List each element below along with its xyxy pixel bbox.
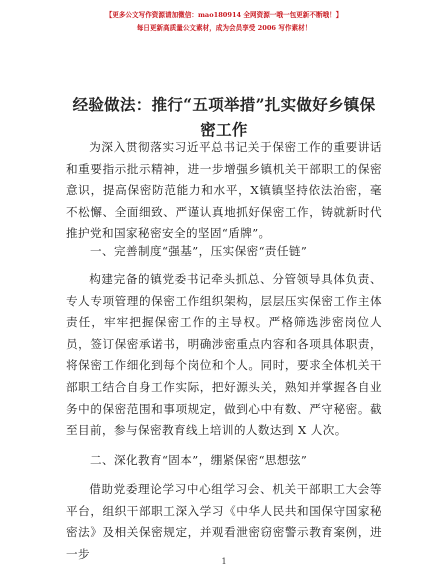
intro-paragraph: 为深入贯彻落实习近平总书记关于保密工作的重要讲话和重要指示批示精神，进一步增强乡镇机关干部职工的保密意识，提高保密防范能力和水平，X镇镇坚持依法治密，毫不松懈、全面细致、严谨认真地抓好保密工作，铸就新时代推护党和国家秘密安全的坚固“盾牌”。: [66, 140, 382, 241]
section1-heading: 一、完善制度“强基”，压实保密“责任链”: [90, 244, 308, 258]
document-title-line1: 经验做法：推行“五项举措”扎实做好乡镇保: [72, 95, 376, 114]
document-title-line2: 密工作: [200, 120, 248, 139]
section2-paragraph: 借助党委理论学习中心组学习会、机关干部职工大会等平台，组织干部职工深入学习《中华人民共和国保守国家秘密法》及相关保密规定，并观看泄密窃密警示教育案例，进一步: [66, 482, 382, 561]
section2-heading: 二、深化教育“固本”，绷紧保密“思想弦”: [90, 453, 308, 467]
section1-paragraph: 构建完备的镇党委书记牵头抓总、分管领导具体负责、专人专项管理的保密工作组织架构，层层压实保密工作主体责任，牢牢把握保密工作的主导权。严格筛选涉密岗位人员，签订保密承诺书，明确涉密重点内容和各项具体职责，将保密工作细化到每个岗位和个人。同时，要求全体机关干部职工结合自身工作实际，把好源头关，熟知并掌握各自业务中的保密范围和事项规定，做到心中有数、严守秘密。截至目前，参与保密教育线上培训的人数达到 X 人次。: [66, 272, 382, 438]
promo-banner-line2: 每日更新高质量公文素材，成为会员享受 2006 写作素材！: [136, 24, 312, 32]
page-number: 1: [221, 557, 227, 566]
promo-banner-line1: 【更多公文写作资源请加微信：mao180914 全网资源一哦一包更新不断哦！】: [105, 11, 343, 19]
